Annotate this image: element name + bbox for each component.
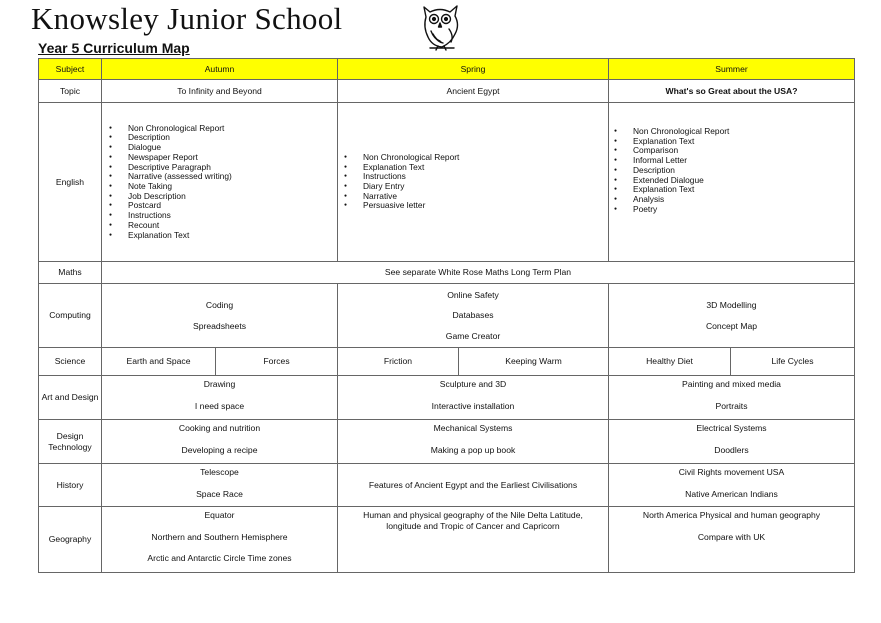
english-summer [609,103,855,262]
list-item: ● Postcard [105,201,232,211]
english-summer-list [610,127,729,214]
art-spring-item: Interactive installation [431,400,515,411]
history-summer-item: Civil Rights movement USA [678,467,785,477]
dt-summer [609,420,855,464]
school-name: Knowsley Junior School [31,1,343,36]
art-autumn-item: Drawing [203,379,236,389]
geography-summer [609,507,855,573]
page-title: Year 5 Curriculum Map [38,40,190,56]
topic-spring: Ancient Egypt [338,80,609,103]
list-item: ● Non Chronological Report [340,153,459,163]
column-header-autumn: Autumn [102,59,338,80]
english-spring-list [340,153,459,211]
computing-spring [338,284,609,348]
history-summer-item: Native American Indians [685,488,778,499]
geography-autumn-item: Arctic and Antarctic Circle Time zones [147,553,292,563]
row-label-history: History [39,464,102,507]
geography-spring: Human and physical geography of the Nile Delta Latitude, longitude and Tropic of Cancer and Capricorn [338,507,609,573]
row-label-maths: Maths [39,262,102,284]
dt-spring [338,420,609,464]
list-item: ● Descriptive Paragraph [105,163,232,173]
row-label-computing: Computing [39,284,102,348]
list-item: ● Explanation Text [610,185,729,195]
column-header-summer: Summer [609,59,855,80]
dt-summer-item: Electrical Systems [696,423,767,433]
geography-autumn-item: Equator [204,510,235,520]
computing-spring-item: Online Safety [447,289,499,300]
list-item: ● Non Chronological Report [105,124,232,134]
list-item: ● Description [105,133,232,143]
history-summer [609,464,855,507]
list-item: ● Narrative (assessed writing) [105,172,232,182]
list-item: ● Poetry [610,205,729,215]
list-item: ● Explanation Text [340,163,459,173]
list-item: ● Description [610,166,729,176]
list-item: ● Extended Dialogue [610,176,729,186]
computing-autumn-item: Spreadsheets [192,320,247,331]
row-label-design-technology: Design Technology [39,420,102,464]
computing-summer [609,284,855,348]
art-spring-item: Sculpture and 3D [439,379,507,389]
geography-summer-item: North America Physical and human geography [642,510,821,520]
owl-logo-icon [418,1,462,51]
art-summer-item: Portraits [715,400,748,411]
row-label-topic: Topic [39,80,102,103]
topic-autumn: To Infinity and Beyond [102,80,338,103]
english-spring [338,103,609,262]
list-item: ● Newspaper Report [105,153,232,163]
history-autumn-item: Space Race [196,488,243,499]
row-label-english: English [39,103,102,262]
history-spring: Features of Ancient Egypt and the Earliest Civilisations [338,464,609,507]
geography-summer-item: Compare with UK [697,531,766,542]
science-topic: Earth and Space [102,348,216,376]
list-item: ● Persuasive letter [340,201,459,211]
list-item: ● Comparison [610,146,729,156]
maths-plan: See separate White Rose Maths Long Term Plan [102,262,855,284]
science-topic: Life Cycles [731,348,855,376]
science-topic: Forces [216,348,338,376]
science-topic: Keeping Warm [459,348,609,376]
science-topic: Friction [338,348,459,376]
computing-spring-item: Game Creator [445,330,501,341]
row-label-science: Science [39,348,102,376]
geography-autumn [102,507,338,573]
list-item: ● Informal Letter [610,156,729,166]
art-autumn [102,376,338,420]
list-item: ● Explanation Text [610,137,729,147]
computing-spring-item: Databases [452,310,494,321]
dt-spring-item: Making a pop up book [430,444,516,455]
history-autumn-item: Telescope [200,467,239,477]
dt-spring-item: Mechanical Systems [433,423,513,433]
list-item: ● Note Taking [105,182,232,192]
dt-autumn [102,420,338,464]
column-header-subject: Subject [39,59,102,80]
computing-autumn [102,284,338,348]
computing-autumn-item: Coding [205,300,234,310]
art-spring [338,376,609,420]
dt-summer-item: Doodlers [714,444,749,455]
row-label-art: Art and Design [39,376,102,420]
list-item: ● Instructions [105,211,232,221]
curriculum-table [38,58,855,573]
list-item: ● Narrative [340,192,459,202]
list-item: ● Non Chronological Report [610,127,729,137]
computing-summer-item: 3D Modelling [706,300,757,310]
history-autumn [102,464,338,507]
row-label-geography: Geography [39,507,102,573]
computing-summer-item: Concept Map [705,320,758,331]
science-topic: Healthy Diet [609,348,731,376]
art-autumn-item: I need space [194,400,245,411]
art-summer-item: Painting and mixed media [682,379,781,389]
list-item: ● Explanation Text [105,231,232,241]
dt-autumn-item: Cooking and nutrition [178,423,261,433]
english-autumn-list [105,124,232,240]
list-item: ● Dialogue [105,143,232,153]
dt-autumn-item: Developing a recipe [181,444,258,455]
topic-summer: What's so Great about the USA? [609,80,855,103]
geography-autumn-item: Northern and Southern Hemisphere [151,531,288,542]
list-item: ● Job Description [105,192,232,202]
list-item: ● Instructions [340,172,459,182]
english-autumn [102,103,338,262]
column-header-spring: Spring [338,59,609,80]
list-item: ● Diary Entry [340,182,459,192]
list-item: ● Analysis [610,195,729,205]
art-summer [609,376,855,420]
list-item: ● Recount [105,221,232,231]
